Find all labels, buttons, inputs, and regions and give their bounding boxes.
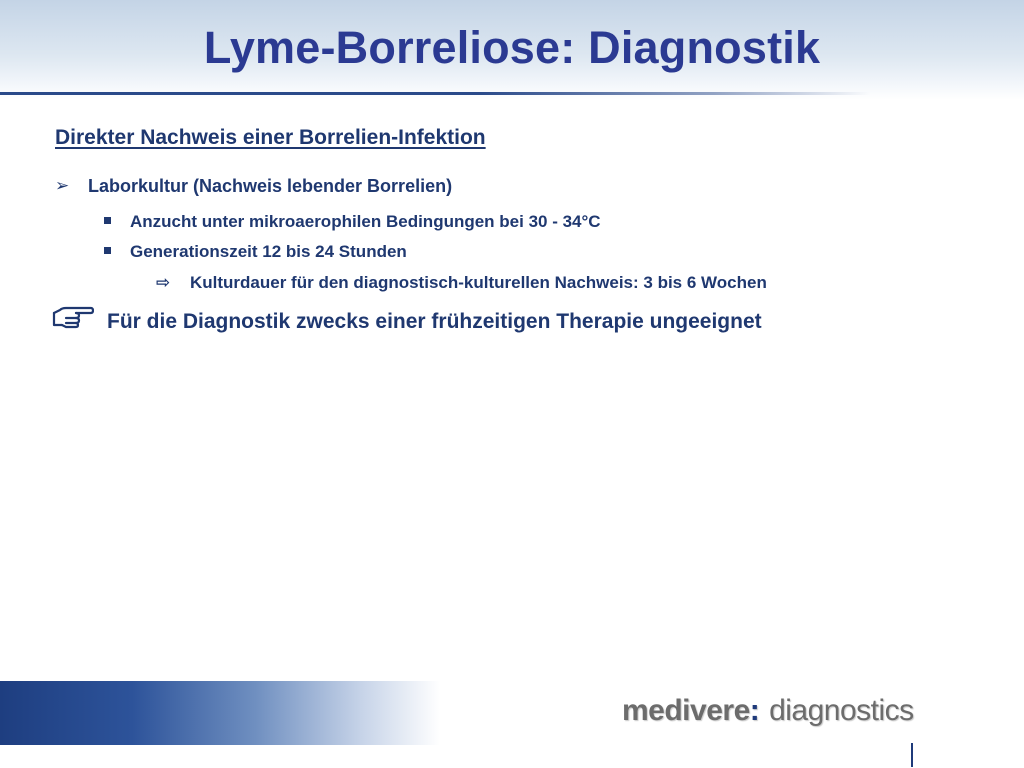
section-heading: Direkter Nachweis einer Borrelien-Infektion [55, 126, 486, 149]
bullet-text: Kulturdauer für den diagnostisch-kulturellen Nachweis: 3 bis 6 Wochen [190, 273, 767, 292]
footer-band [0, 681, 440, 745]
logo-part-diagnostics: diagnostics [761, 694, 914, 727]
arrowhead-bullet-icon: ➢ [55, 176, 70, 195]
sub-bullet-text: Anzucht unter mikroaerophilen Bedingungen bei 30 - 34°C [130, 212, 601, 231]
footer-tick-mark [911, 743, 913, 767]
logo-part-medivere: medivere [622, 694, 750, 727]
pointing-hand-icon [52, 305, 94, 329]
header-divider [0, 92, 870, 95]
outline-arrow-icon: ⇨ [156, 273, 171, 292]
logo-colon: : [749, 694, 760, 727]
square-bullet-icon [104, 247, 111, 254]
medivere-logo [622, 694, 914, 728]
slide-title: Lyme-Borreliose: Diagnostik [203, 22, 821, 73]
conclusion-text: Für die Diagnostik zwecks einer frühzeitigen Therapie ungeeignet [107, 310, 762, 333]
square-bullet-icon [104, 217, 111, 224]
sub-bullet-text: Generationszeit 12 bis 24 Stunden [130, 242, 407, 261]
bullet-text: Laborkultur (Nachweis lebender Borrelien) [88, 176, 453, 196]
